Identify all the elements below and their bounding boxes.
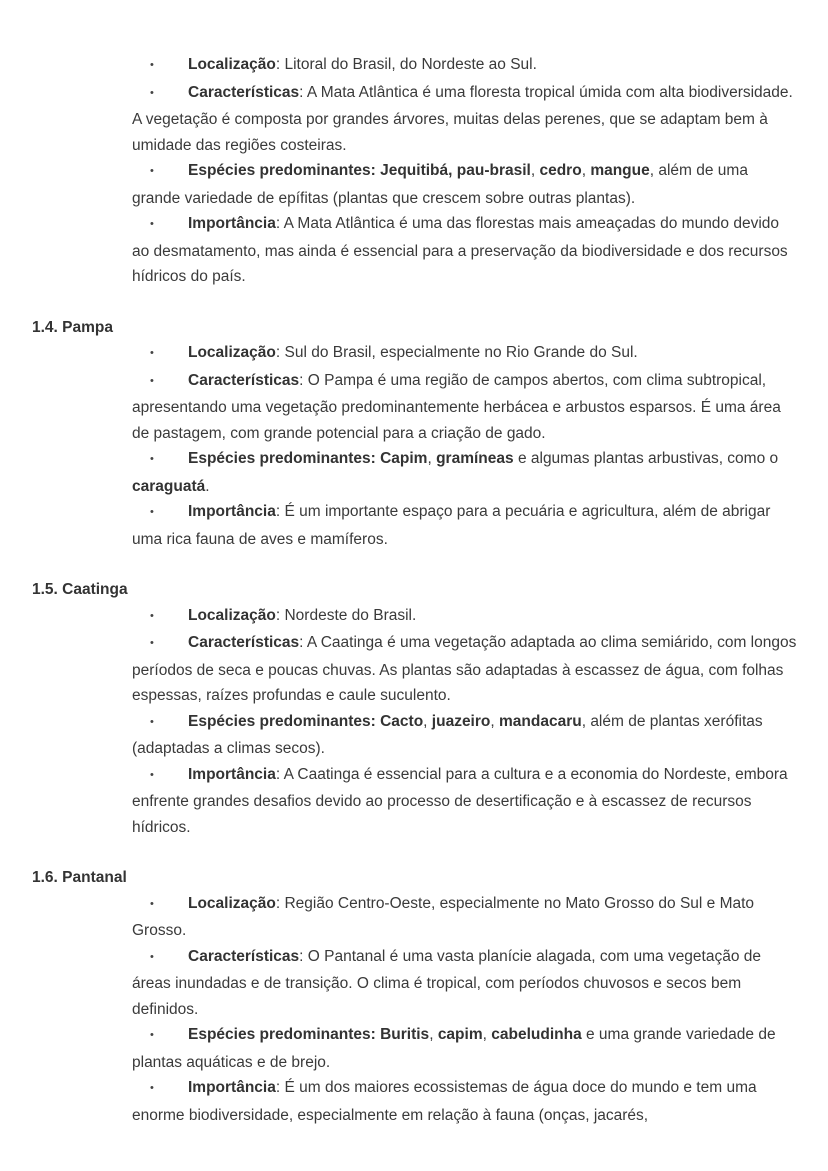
- item-label: Importância: [188, 503, 276, 520]
- bullet-icon: [132, 891, 188, 919]
- item-text: ,: [530, 162, 540, 179]
- species-name: juazeiro: [431, 712, 491, 730]
- section-heading: 1.5. Caatinga: [32, 581, 128, 598]
- item-label: Importância: [188, 765, 276, 783]
- item-label: Espécies predominantes: [188, 1026, 371, 1043]
- bullet-item: [132, 1075, 797, 1128]
- bullet-item: [132, 762, 797, 841]
- bullet-icon: [132, 603, 188, 631]
- item-label: Importância: [188, 215, 276, 232]
- bullet-item: [132, 340, 797, 368]
- section-heading: 1.6. Pantanal: [32, 869, 127, 886]
- bullet-item: [132, 603, 797, 631]
- bullet-icon: [132, 52, 188, 80]
- section: [0, 577, 828, 840]
- item-text: : Sul do Brasil, especialmente no Rio Grande do Sul.: [275, 344, 638, 361]
- item-text: : A Mata Atlântica é uma das florestas mais ameaçadas do mundo devido ao desmatamento, mas ainda é essencial para a preservação da biodiversidade e dos recursos hídricos do país.: [132, 215, 788, 285]
- species-name: capim: [437, 1026, 483, 1043]
- bullet-icon: [132, 211, 188, 239]
- item-text: ,: [427, 450, 437, 467]
- bullet-item: [132, 80, 797, 159]
- item-label: Espécies predominantes: [188, 162, 371, 179]
- bullet-icon: [132, 368, 188, 396]
- item-text: ,: [423, 712, 432, 730]
- bullet-item: [132, 499, 797, 552]
- item-text: e uma grande variedade de plantas aquáticas e de brejo.: [132, 1026, 776, 1071]
- bullet-item: [132, 891, 797, 944]
- item-text: : É um dos maiores ecossistemas de água doce do mundo e tem uma enorme biodiversidade, especialmente em relação à fauna (onças, jacarés,: [132, 1079, 757, 1124]
- item-text: e algumas plantas arbustivas, como o: [513, 450, 779, 467]
- bullet-item: [132, 52, 797, 80]
- bullet-item: [132, 630, 797, 709]
- item-text: .: [205, 477, 210, 495]
- bullet-icon: [132, 1075, 188, 1103]
- bullet-item: [132, 211, 797, 290]
- bullet-item: [132, 368, 797, 447]
- item-text: : A Caatinga é uma vegetação adaptada ao clima semiárido, com longos períodos de seca e poucas chuvas. As plantas são adaptadas à escassez de água, com folhas espessas, raízes profundas e caule suculento.: [132, 634, 797, 704]
- species-name: mandacaru: [499, 712, 582, 730]
- item-text: : Região Centro-Oeste, especialmente no Mato Grosso do Sul e Mato Grosso.: [132, 894, 755, 939]
- bullet-icon: [132, 1022, 188, 1050]
- species-name: Cacto: [380, 712, 424, 730]
- bullet-icon: [132, 762, 188, 790]
- item-label: Localização: [188, 894, 276, 912]
- bullet-icon: [132, 158, 188, 186]
- bullet-item: [132, 709, 797, 762]
- species-name: ,: [448, 162, 457, 179]
- bullet-icon: [132, 80, 188, 108]
- item-text: ,: [581, 162, 591, 179]
- item-label: Importância: [188, 1079, 276, 1096]
- species-name: :: [370, 162, 381, 179]
- item-text: ,: [482, 1026, 492, 1043]
- item-text: : É um importante espaço para a pecuária e agricultura, além de abrigar uma rica fauna de aves e mamíferos.: [132, 503, 771, 548]
- section-heading: 1.4. Pampa: [32, 318, 113, 336]
- item-text: ,: [429, 1026, 438, 1043]
- species-name: pau-brasil: [456, 162, 531, 179]
- section: [0, 52, 828, 290]
- species-name: caraguatá: [132, 477, 206, 495]
- item-text: : Litoral do Brasil, do Nordeste ao Sul.: [275, 56, 537, 73]
- bullet-item: [132, 158, 797, 211]
- bullet-icon: [132, 340, 188, 368]
- item-text: : O Pampa é uma região de campos abertos, com clima subtropical, apresentando uma vegetação predominantemente herbácea e arbustos esparsos. É uma área de pastagem, com grande potencial para a criação de gado.: [132, 371, 781, 442]
- bullet-item: [132, 1022, 797, 1075]
- item-label: Características: [188, 83, 300, 101]
- section: [0, 315, 828, 553]
- document-body: [0, 52, 828, 1153]
- item-label: Características: [188, 947, 300, 965]
- item-label: Características: [188, 634, 300, 651]
- bullet-item: [132, 944, 797, 1023]
- species-name: :: [370, 1026, 381, 1043]
- bullet-icon: [132, 499, 188, 527]
- species-name: Jequitibá: [380, 162, 449, 179]
- item-label: Características: [188, 371, 300, 389]
- item-label: Localização: [188, 606, 276, 624]
- item-text: : A Mata Atlântica é uma floresta tropical úmida com alta biodiversidade. A vegetação é composta por grandes árvores, muitas delas perenes, que se adaptam bem à umidade das regiões costeiras.: [132, 83, 793, 154]
- item-text: : O Pantanal é uma vasta planície alagada, com uma vegetação de áreas inundadas e de transição. O clima é tropical, com períodos chuvosos e secos bem definidos.: [132, 947, 762, 1018]
- species-name: :: [370, 712, 381, 730]
- item-label: Localização: [188, 344, 276, 361]
- item-text: : A Caatinga é essencial para a cultura e a economia do Nordeste, embora enfrente grandes desafios devido ao processo de desertificação e à escassez de recursos hídricos.: [132, 765, 788, 836]
- species-name: :: [370, 450, 381, 467]
- bullet-icon: [132, 944, 188, 972]
- item-label: Localização: [188, 56, 276, 73]
- species-name: Buritis: [380, 1026, 430, 1043]
- species-name: mangue: [590, 162, 650, 179]
- bullet-icon: [132, 630, 188, 658]
- bullet-item: [132, 446, 797, 499]
- item-text: , além de plantas xerófitas (adaptadas a climas secos).: [132, 712, 763, 757]
- bullet-icon: [132, 446, 188, 474]
- item-label: Espécies predominantes: [188, 712, 371, 730]
- species-name: cedro: [539, 162, 582, 179]
- item-text: : Nordeste do Brasil.: [275, 606, 417, 624]
- species-name: gramíneas: [436, 450, 514, 467]
- species-name: Capim: [380, 450, 428, 467]
- bullet-icon: [132, 709, 188, 737]
- item-text: , além de uma grande variedade de epífitas (plantas que crescem sobre outras plantas).: [132, 162, 748, 207]
- item-text: ,: [490, 712, 499, 730]
- item-label: Espécies predominantes: [188, 450, 371, 467]
- species-name: cabeludinha: [491, 1026, 582, 1043]
- section: [0, 865, 828, 1128]
